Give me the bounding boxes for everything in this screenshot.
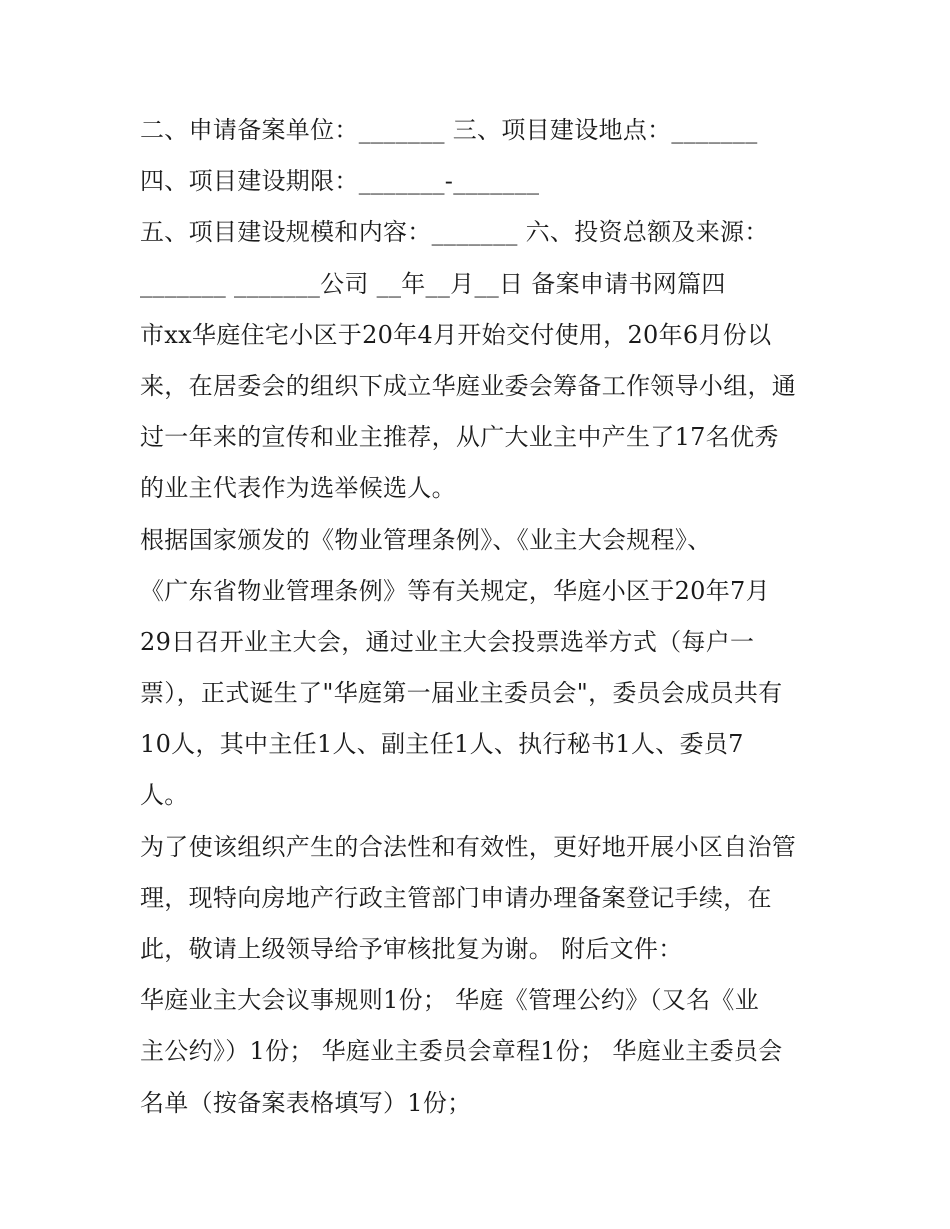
text-line: 人。 [140, 781, 189, 810]
text-line: 华庭业主大会议事规则1份； 华庭《管理公约》（又名《业 [140, 986, 759, 1015]
text-line: 四、项目建设期限：_______-_______ [140, 167, 540, 196]
text-line: 主公约》）1份； 华庭业主委员会章程1份； 华庭业主委员会 [140, 1037, 783, 1066]
text-line: 此，敬请上级领导给予审核批复为谢。 附后文件： [140, 935, 683, 963]
text-line: 五、项目建设规模和内容：_______ 六、投资总额及来源： [140, 218, 769, 247]
text-line: 来，在居委会的组织下成立华庭业委会筹备工作领导小组，通 [140, 371, 797, 400]
text-line: 过一年来的宣传和业主推荐，从广大业主中产生了17名优秀 [140, 423, 779, 452]
text-line: 为了使该组织产生的合法性和有效性，更好地开展小区自治管 [140, 832, 797, 861]
text-line: 票），正式诞生了"华庭第一届业主委员会"，委员会成员共有 [140, 679, 783, 708]
text-line: 市xx华庭住宅小区于20年4月开始交付使用，20年6月份以 [140, 320, 772, 349]
text-line: 的业主代表作为选举候选人。 [140, 474, 456, 503]
text-line: 《广东省物业管理条例》等有关规定，华庭小区于20年7月 [140, 576, 770, 605]
text-line: 二、申请备案单位：_______ 三、项目建设地点：_______ [140, 116, 758, 144]
text-line: 29日召开业主大会，通过业主大会投票选举方式（每户一 [140, 627, 755, 656]
text-line: 根据国家颁发的《物业管理条例》、《业主大会规程》、 [140, 525, 712, 554]
text-line: 理，现特向房地产行政主管部门申请办理备案登记手续，在 [140, 883, 772, 912]
text-line: _______ _______公司 __年__月__日 备案申请书网篇四 [140, 269, 726, 298]
document-body [140, 105, 820, 1129]
text-line: 10人，其中主任1人、副主任1人、执行秘书1人、委员7 [140, 730, 744, 759]
text-line: 名单（按备案表格填写）1份； [140, 1088, 472, 1117]
